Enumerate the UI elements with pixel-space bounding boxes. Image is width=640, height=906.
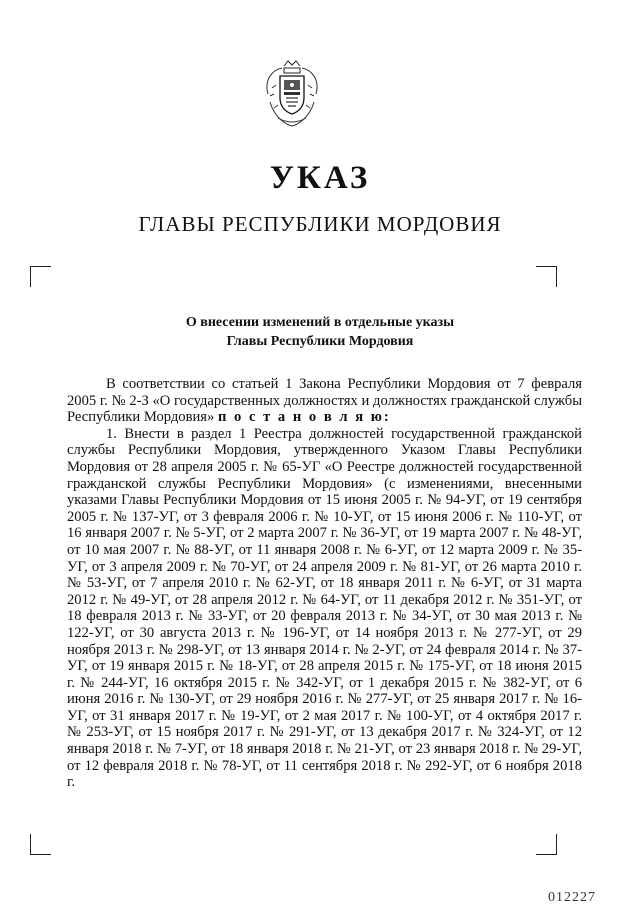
preamble-text: В соответствии со статьей 1 Закона Республики Мордовия от 7 февраля 2005 г. № 2-З «О государственных должностях и должностях гражданской службы Республики Мордовия»	[67, 376, 582, 426]
heading-line-1: О внесении изменений в отдельные указы	[185, 315, 455, 330]
document-title: УКАЗ	[269, 160, 371, 196]
corner-mark-bottom-left	[30, 834, 51, 855]
corner-mark-bottom-right	[536, 834, 557, 855]
heading-line-2: Главы Республики Мордовия	[226, 334, 414, 349]
coat-of-arms-emblem-icon	[258, 58, 326, 130]
decree-body	[67, 376, 582, 791]
preamble-decree-word: п о с т а н о в л я ю:	[217, 409, 391, 426]
preamble-paragraph	[67, 376, 582, 426]
document-subtitle: ГЛАВЫ РЕСПУБЛИКИ МОРДОВИЯ	[138, 212, 502, 236]
corner-mark-top-right	[536, 266, 557, 287]
decree-heading	[0, 313, 640, 351]
footer-serial-number: 012227	[548, 890, 596, 905]
corner-mark-top-left	[30, 266, 51, 287]
item-1-paragraph: 1. Внести в раздел 1 Реестра должностей государственной гражданской службы Республики Мордовия, утвержденного Указом Главы Республики Мордовия от 28 апреля 2005 г. № 65-УГ «О Реестре должностей государственной гражданской службы Республики Мордовия» (с изменениями, внесенными указами Главы Республики Мордовия от 15 июня 2005 г. № 94-УГ, от 19 сентября 2005 г. № 137-УГ, от 3 февраля 2006 г. № 10-УГ, от 15 июня 2006 г. № 110-УГ, от 16 января 2007 г. № 5-УГ, от 2 марта 2007 г. № 36-УГ, от 19 марта 2007 г. № 48-УГ, от 10 мая 2007 г. № 88-УГ, от 11 января 2008 г. № 6-УГ, от 12 марта 2009 г. № 35-УГ, от 3 апреля 2009 г. № 70-УГ, от 24 апреля 2009 г. № 81-УГ, от 26 марта 2010 г. № 53-УГ, от 7 апреля 2010 г. № 62-УГ, от 18 января 2011 г. № 6-УГ, от 31 марта 2012 г. № 49-УГ, от 28 апреля 2012 г. № 64-УГ, от 11 декабря 2012 г. № 351-УГ, от 18 февраля 2013 г. № 33-УГ, от 20 февраля 2013 г. № 34-УГ, от 30 мая 2013 г. № 122-УГ, от 30 августа 2013 г. № 196-УГ, от 14 ноября 2013 г. № 277-УГ, от 29 ноября 2013 г. № 298-УГ, от 13 января 2014 г. № 2-УГ, от 24 февраля 2014 г. № 37-УГ, от 19 января 2015 г. № 18-УГ, от 28 апреля 2015 г. № 175-УГ, от 18 июня 2015 г. № 244-УГ, 16 октября 2015 г. № 342-УГ, от 1 декабря 2015 г. № 382-УГ, от 6 июня 2016 г. № 130-УГ, от 29 ноября 2016 г. № 277-УГ, от 25 января 2017 г. № 16-УГ, от 31 января 2017 г. № 19-УГ, от 2 мая 2017 г. № 100-УГ, от 4 октября 2017 г. № 253-УГ, от 15 ноября 2017 г. № 291-УГ, от 13 декабря 2017 г. № 324-УГ, от 12 января 2018 г. № 7-УГ, от 18 января 2018 г. № 21-УГ, от 23 января 2018 г. № 29-УГ, от 12 февраля 2018 г. № 78-УГ, от 11 сентября 2018 г. № 292-УГ, от 6 ноября 2018 г.	[67, 425, 582, 791]
